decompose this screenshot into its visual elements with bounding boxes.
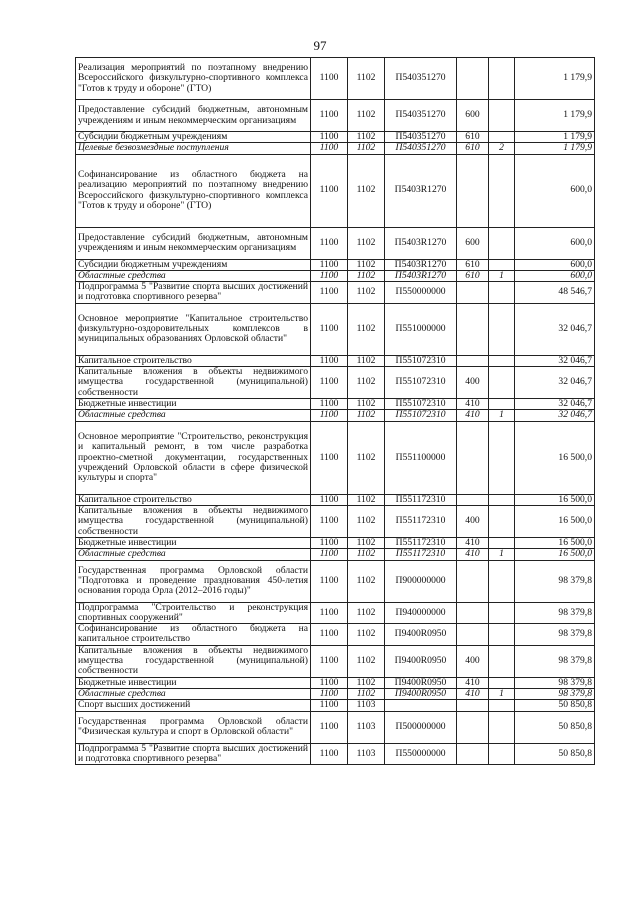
expense-type-cell: 400 xyxy=(457,505,489,537)
table-row xyxy=(76,624,595,646)
row-name-cell: Бюджетные инвестиции xyxy=(76,677,311,688)
expense-type-cell: 410 xyxy=(457,689,489,700)
page-number: 97 xyxy=(313,38,327,53)
funding-source-cell xyxy=(489,624,515,646)
amount-cell: 600,0 xyxy=(515,270,595,281)
amount-cell: 16 500,0 xyxy=(515,421,595,494)
expense-type-cell: 610 xyxy=(457,143,489,154)
target-article-cell: П551172310 xyxy=(385,549,457,560)
funding-source-cell xyxy=(489,421,515,494)
funding-source-cell xyxy=(489,259,515,270)
subsection-code-cell: 1102 xyxy=(348,227,385,259)
section-code-cell: 1100 xyxy=(311,700,348,711)
target-article-cell: П551072310 xyxy=(385,367,457,399)
expense-type-cell: 610 xyxy=(457,259,489,270)
row-name-cell: Субсидии бюджетным учреждениям xyxy=(76,259,311,270)
table-row xyxy=(76,132,595,143)
subsection-code-cell: 1102 xyxy=(348,303,385,355)
subsection-code-cell: 1102 xyxy=(348,494,385,505)
target-article-cell: П940000000 xyxy=(385,602,457,624)
target-article-cell: П551072310 xyxy=(385,410,457,421)
funding-source-cell xyxy=(489,711,515,743)
table-row xyxy=(76,700,595,711)
table-row xyxy=(76,355,595,366)
funding-source-cell xyxy=(489,282,515,304)
row-name-cell: Подпрограмма 5 "Развитие спорта высших достижений и подготовка спортивного резерва" xyxy=(76,743,311,765)
expense-type-cell xyxy=(457,421,489,494)
section-code-cell: 1100 xyxy=(311,494,348,505)
subsection-code-cell: 1102 xyxy=(348,367,385,399)
target-article-cell: П551172310 xyxy=(385,494,457,505)
funding-source-cell xyxy=(489,560,515,602)
amount-cell: 50 850,8 xyxy=(515,700,595,711)
funding-source-cell: 1 xyxy=(489,410,515,421)
section-code-cell: 1100 xyxy=(311,154,348,227)
funding-source-cell: 1 xyxy=(489,270,515,281)
table-row xyxy=(76,711,595,743)
amount-cell: 600,0 xyxy=(515,154,595,227)
funding-source-cell xyxy=(489,367,515,399)
row-name-cell: Капитальное строительство xyxy=(76,355,311,366)
table-row xyxy=(76,303,595,355)
expense-type-cell: 610 xyxy=(457,270,489,281)
section-code-cell: 1100 xyxy=(311,410,348,421)
expense-type-cell: 610 xyxy=(457,132,489,143)
section-code-cell: 1100 xyxy=(311,549,348,560)
row-name-cell: Основное мероприятие "Капитальное строительство физкультурно-оздоровительных комплексов в муниципальных образованиях Орловской области" xyxy=(76,303,311,355)
funding-source-cell xyxy=(489,399,515,410)
row-name-cell: Бюджетные инвестиции xyxy=(76,537,311,548)
subsection-code-cell: 1102 xyxy=(348,132,385,143)
target-article-cell: П551000000 xyxy=(385,303,457,355)
section-code-cell: 1100 xyxy=(311,399,348,410)
subsection-code-cell: 1102 xyxy=(348,100,385,132)
expense-type-cell: 410 xyxy=(457,537,489,548)
amount-cell: 1 179,9 xyxy=(515,100,595,132)
amount-cell: 16 500,0 xyxy=(515,549,595,560)
section-code-cell: 1100 xyxy=(311,645,348,677)
table-row xyxy=(76,421,595,494)
row-name-cell: Капитальные вложения в объекты недвижимого имущества государственной (муниципальной) собственности xyxy=(76,645,311,677)
table-row xyxy=(76,602,595,624)
expense-type-cell xyxy=(457,624,489,646)
expense-type-cell xyxy=(457,711,489,743)
target-article-cell: П900000000 xyxy=(385,560,457,602)
expense-type-cell: 600 xyxy=(457,100,489,132)
amount-cell: 1 179,9 xyxy=(515,143,595,154)
amount-cell: 1 179,9 xyxy=(515,58,595,100)
funding-source-cell xyxy=(489,303,515,355)
funding-source-cell xyxy=(489,505,515,537)
subsection-code-cell: 1102 xyxy=(348,689,385,700)
row-name-cell: Государственная программа Орловской области "Подготовка и проведение празднования 450-летия основания города Орла (2012–2016 годы)" xyxy=(76,560,311,602)
table-row xyxy=(76,227,595,259)
expense-type-cell xyxy=(457,560,489,602)
section-code-cell: 1100 xyxy=(311,367,348,399)
target-article-cell: П550000000 xyxy=(385,743,457,765)
table-row xyxy=(76,549,595,560)
row-name-cell: Подпрограмма 5 "Развитие спорта высших достижений и подготовка спортивного резерва" xyxy=(76,282,311,304)
amount-cell: 32 046,7 xyxy=(515,367,595,399)
row-name-cell: Подпрограмма "Строительство и реконструкция спортивных сооружений" xyxy=(76,602,311,624)
expense-type-cell xyxy=(457,700,489,711)
expense-type-cell xyxy=(457,743,489,765)
section-code-cell: 1100 xyxy=(311,421,348,494)
table-row xyxy=(76,367,595,399)
subsection-code-cell: 1102 xyxy=(348,537,385,548)
row-name-cell: Субсидии бюджетным учреждениям xyxy=(76,132,311,143)
row-name-cell: Основное мероприятие "Строительство, реконструкция и капитальный ремонт, в том числе разработка проектно-сметной документации, государственных учреждений Орловской области в сфере физической культуры и спорта" xyxy=(76,421,311,494)
amount-cell: 32 046,7 xyxy=(515,399,595,410)
section-code-cell: 1100 xyxy=(311,505,348,537)
subsection-code-cell: 1102 xyxy=(348,259,385,270)
row-name-cell: Областные средства xyxy=(76,689,311,700)
table-row xyxy=(76,143,595,154)
section-code-cell: 1100 xyxy=(311,355,348,366)
row-name-cell: Капитальное строительство xyxy=(76,494,311,505)
amount-cell: 48 546,7 xyxy=(515,282,595,304)
amount-cell: 600,0 xyxy=(515,227,595,259)
expense-type-cell: 410 xyxy=(457,410,489,421)
funding-source-cell: 1 xyxy=(489,549,515,560)
row-name-cell: Областные средства xyxy=(76,410,311,421)
amount-cell: 16 500,0 xyxy=(515,494,595,505)
target-article-cell: П551100000 xyxy=(385,421,457,494)
table-row xyxy=(76,154,595,227)
target-article-cell: П540351270 xyxy=(385,58,457,100)
expense-type-cell: 410 xyxy=(457,399,489,410)
target-article-cell: П9400R0950 xyxy=(385,677,457,688)
subsection-code-cell: 1102 xyxy=(348,602,385,624)
subsection-code-cell: 1102 xyxy=(348,505,385,537)
table-row xyxy=(76,270,595,281)
expense-type-cell xyxy=(457,282,489,304)
expense-type-cell xyxy=(457,303,489,355)
amount-cell: 16 500,0 xyxy=(515,537,595,548)
target-article-cell: П550000000 xyxy=(385,282,457,304)
funding-source-cell xyxy=(489,154,515,227)
expense-type-cell: 400 xyxy=(457,645,489,677)
subsection-code-cell: 1102 xyxy=(348,58,385,100)
section-code-cell: 1100 xyxy=(311,132,348,143)
table-row xyxy=(76,645,595,677)
amount-cell: 50 850,8 xyxy=(515,711,595,743)
funding-source-cell: 1 xyxy=(489,689,515,700)
subsection-code-cell: 1102 xyxy=(348,355,385,366)
row-name-cell: Предоставление субсидий бюджетным, автономным учреждениям и иным некоммерческим организациям xyxy=(76,227,311,259)
section-code-cell: 1100 xyxy=(311,677,348,688)
expense-type-cell: 410 xyxy=(457,549,489,560)
funding-source-cell xyxy=(489,700,515,711)
amount-cell: 98 379,8 xyxy=(515,624,595,646)
table-row xyxy=(76,100,595,132)
target-article-cell: П540351270 xyxy=(385,132,457,143)
target-article-cell: П500000000 xyxy=(385,711,457,743)
subsection-code-cell: 1102 xyxy=(348,421,385,494)
funding-source-cell xyxy=(489,100,515,132)
section-code-cell: 1100 xyxy=(311,143,348,154)
expense-type-cell: 600 xyxy=(457,227,489,259)
target-article-cell: П5403R1270 xyxy=(385,270,457,281)
subsection-code-cell: 1102 xyxy=(348,677,385,688)
subsection-code-cell: 1102 xyxy=(348,410,385,421)
funding-source-cell: 2 xyxy=(489,143,515,154)
funding-source-cell xyxy=(489,677,515,688)
amount-cell: 50 850,8 xyxy=(515,743,595,765)
subsection-code-cell: 1102 xyxy=(348,560,385,602)
target-article-cell: П551072310 xyxy=(385,355,457,366)
section-code-cell: 1100 xyxy=(311,560,348,602)
subsection-code-cell: 1102 xyxy=(348,282,385,304)
subsection-code-cell: 1103 xyxy=(348,700,385,711)
target-article-cell: П9400R0950 xyxy=(385,689,457,700)
table-row xyxy=(76,259,595,270)
subsection-code-cell: 1103 xyxy=(348,711,385,743)
budget-table xyxy=(75,57,595,765)
target-article-cell xyxy=(385,700,457,711)
amount-cell: 98 379,8 xyxy=(515,560,595,602)
expense-type-cell xyxy=(457,494,489,505)
section-code-cell: 1100 xyxy=(311,282,348,304)
table-row xyxy=(76,560,595,602)
funding-source-cell xyxy=(489,227,515,259)
section-code-cell: 1100 xyxy=(311,743,348,765)
subsection-code-cell: 1102 xyxy=(348,270,385,281)
funding-source-cell xyxy=(489,58,515,100)
row-name-cell: Предоставление субсидий бюджетным, автономным учреждениям и иным некоммерческим организациям xyxy=(76,100,311,132)
target-article-cell: П551172310 xyxy=(385,537,457,548)
section-code-cell: 1100 xyxy=(311,711,348,743)
section-code-cell: 1100 xyxy=(311,58,348,100)
expense-type-cell xyxy=(457,58,489,100)
table-row xyxy=(76,689,595,700)
row-name-cell: Государственная программа Орловской области "Физическая культура и спорт в Орловской области" xyxy=(76,711,311,743)
row-name-cell: Целевые безвозмездные поступления xyxy=(76,143,311,154)
subsection-code-cell: 1102 xyxy=(348,624,385,646)
expense-type-cell xyxy=(457,154,489,227)
expense-type-cell: 410 xyxy=(457,677,489,688)
section-code-cell: 1100 xyxy=(311,602,348,624)
funding-source-cell xyxy=(489,132,515,143)
section-code-cell: 1100 xyxy=(311,303,348,355)
expense-type-cell: 400 xyxy=(457,367,489,399)
target-article-cell: П9400R0950 xyxy=(385,645,457,677)
section-code-cell: 1100 xyxy=(311,537,348,548)
target-article-cell: П551172310 xyxy=(385,505,457,537)
section-code-cell: 1100 xyxy=(311,624,348,646)
subsection-code-cell: 1102 xyxy=(348,143,385,154)
expense-type-cell xyxy=(457,355,489,366)
target-article-cell: П5403R1270 xyxy=(385,227,457,259)
row-name-cell: Софинансирование из областного бюджета на капитальное строительство xyxy=(76,624,311,646)
section-code-cell: 1100 xyxy=(311,100,348,132)
budget-table-body xyxy=(76,58,595,765)
row-name-cell: Спорт высших достижений xyxy=(76,700,311,711)
amount-cell: 16 500,0 xyxy=(515,505,595,537)
amount-cell: 32 046,7 xyxy=(515,410,595,421)
amount-cell: 1 179,9 xyxy=(515,132,595,143)
funding-source-cell xyxy=(489,645,515,677)
row-name-cell: Реализация мероприятий по поэтапному внедрению Всероссийского физкультурно-спортивного комплекса "Готов к труду и обороне" (ГТО) xyxy=(76,58,311,100)
target-article-cell: П5403R1270 xyxy=(385,259,457,270)
target-article-cell: П9400R0950 xyxy=(385,624,457,646)
target-article-cell: П540351270 xyxy=(385,100,457,132)
table-row xyxy=(76,58,595,100)
section-code-cell: 1100 xyxy=(311,259,348,270)
section-code-cell: 1100 xyxy=(311,689,348,700)
table-row xyxy=(76,494,595,505)
funding-source-cell xyxy=(489,494,515,505)
funding-source-cell xyxy=(489,355,515,366)
expense-type-cell xyxy=(457,602,489,624)
row-name-cell: Капитальные вложения в объекты недвижимого имущества государственной (муниципальной) собственности xyxy=(76,505,311,537)
row-name-cell: Капитальные вложения в объекты недвижимого имущества государственной (муниципальной) собственности xyxy=(76,367,311,399)
funding-source-cell xyxy=(489,743,515,765)
target-article-cell: П5403R1270 xyxy=(385,154,457,227)
table-row xyxy=(76,505,595,537)
row-name-cell: Бюджетные инвестиции xyxy=(76,399,311,410)
table-row xyxy=(76,399,595,410)
target-article-cell: П540351270 xyxy=(385,143,457,154)
row-name-cell: Софинансирование из областного бюджета на реализацию мероприятий по поэтапному внедрению Всероссийского физкультурно-спортивного комплекса "Готов к труду и обороне" (ГТО) xyxy=(76,154,311,227)
funding-source-cell xyxy=(489,537,515,548)
subsection-code-cell: 1102 xyxy=(348,154,385,227)
subsection-code-cell: 1102 xyxy=(348,399,385,410)
section-code-cell: 1100 xyxy=(311,270,348,281)
subsection-code-cell: 1102 xyxy=(348,645,385,677)
amount-cell: 32 046,7 xyxy=(515,355,595,366)
subsection-code-cell: 1102 xyxy=(348,549,385,560)
target-article-cell: П551072310 xyxy=(385,399,457,410)
amount-cell: 600,0 xyxy=(515,259,595,270)
row-name-cell: Областные средства xyxy=(76,270,311,281)
funding-source-cell xyxy=(489,602,515,624)
amount-cell: 32 046,7 xyxy=(515,303,595,355)
subsection-code-cell: 1103 xyxy=(348,743,385,765)
table-row xyxy=(76,282,595,304)
table-row xyxy=(76,743,595,765)
amount-cell: 98 379,8 xyxy=(515,645,595,677)
amount-cell: 98 379,8 xyxy=(515,602,595,624)
section-code-cell: 1100 xyxy=(311,227,348,259)
amount-cell: 98 379,8 xyxy=(515,677,595,688)
table-row xyxy=(76,410,595,421)
amount-cell: 98 379,8 xyxy=(515,689,595,700)
table-row xyxy=(76,537,595,548)
row-name-cell: Областные средства xyxy=(76,549,311,560)
table-row xyxy=(76,677,595,688)
